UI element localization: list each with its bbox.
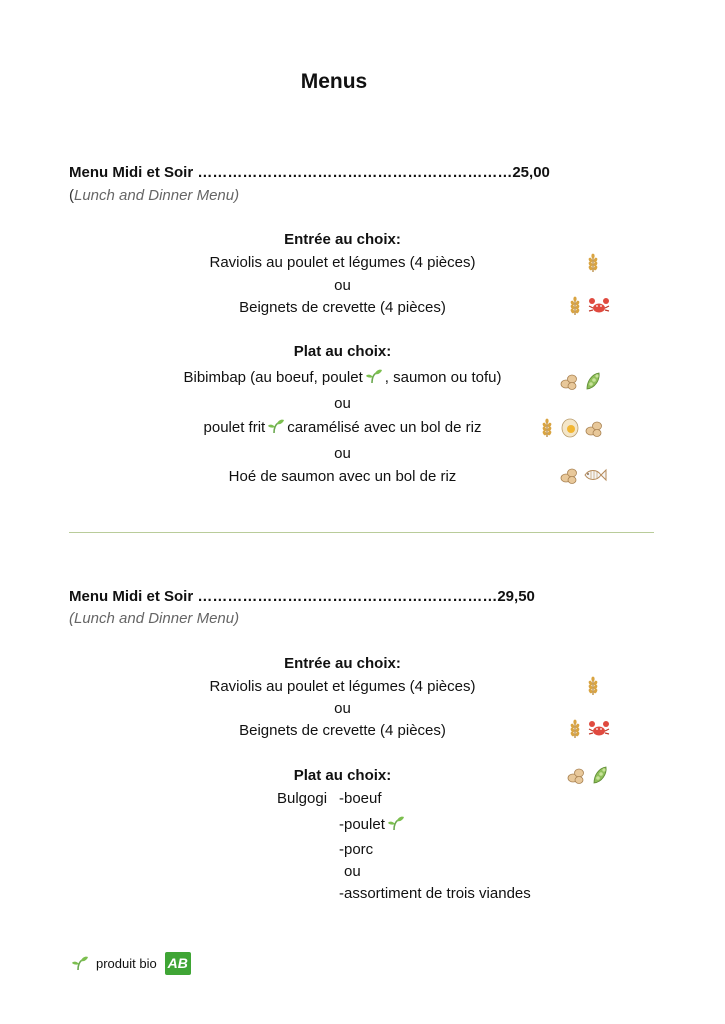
menu-1-ou-2: ou	[334, 395, 351, 412]
bio-leaf-icon	[71, 956, 89, 971]
wheat-icon	[538, 418, 556, 438]
menu-2-subtitle-text: (Lunch and Dinner Menu)	[69, 610, 240, 627]
menu-2-subtitle	[69, 610, 239, 627]
menu-1-plat-2-b: caramélisé avec un bol de riz	[287, 419, 482, 436]
menu-1-plat-3-allergens	[559, 465, 607, 485]
menu-1-plat-heading: Plat au choix:	[293, 343, 392, 360]
menu-2-plat-heading: Plat au choix:	[293, 767, 392, 784]
menu-2-opt-poulet	[339, 816, 407, 833]
menu-2-dots: ……………………………………………………	[197, 588, 498, 605]
menu-1-subtitle-text: Lunch and Dinner Menu)	[74, 187, 240, 204]
menu-1-plat-1-b: , saumon ou tofu)	[384, 369, 502, 386]
menu-2-plat-allergens	[566, 765, 610, 785]
menu-2-entree-1: Raviolis au poulet et légumes (4 pièces)	[209, 678, 476, 695]
bio-leaf-icon	[387, 816, 405, 831]
egg-icon	[560, 418, 580, 438]
menu-1-entree-heading: Entrée au choix:	[284, 231, 401, 248]
menu-1-title: Menu Midi et Soir	[69, 164, 194, 181]
soy-icon	[583, 371, 603, 391]
soy-icon	[590, 765, 610, 785]
menu-2-opt-assortiment: -assortiment de trois viandes	[339, 885, 531, 902]
menu-1-subtitle-paren: (	[69, 187, 74, 204]
menu-1-entree-1: Raviolis au poulet et légumes (4 pièces)	[209, 254, 476, 271]
crab-icon	[588, 296, 610, 316]
peanut-icon	[559, 371, 579, 391]
section-divider	[69, 532, 654, 533]
menu-1-ou-3: ou	[334, 445, 351, 462]
menu-1-plat-2	[130, 419, 555, 436]
peanut-icon	[566, 765, 586, 785]
menu-2-entree-2-allergens	[566, 719, 610, 739]
menu-2-entree-heading: Entrée au choix:	[284, 655, 401, 672]
menu-1-plat-1	[130, 369, 555, 386]
menu-1-subtitle	[69, 187, 239, 204]
wheat-icon	[584, 676, 602, 696]
menu-2-entree-1-allergens	[584, 676, 602, 696]
menu-2-opt-boeuf: -boeuf	[339, 790, 382, 807]
menu-2-opt-porc: -porc	[339, 841, 374, 858]
peanut-icon	[584, 418, 604, 438]
menu-1-entree-2-allergens	[566, 296, 610, 316]
menu-1-plat-1-allergens	[559, 371, 603, 391]
wheat-icon	[566, 719, 584, 739]
wheat-icon	[566, 296, 584, 316]
peanut-icon	[559, 465, 579, 485]
menu-1-price: 25,00	[512, 164, 550, 181]
bio-leaf-icon	[365, 369, 383, 384]
page-title: Menus	[300, 70, 368, 93]
menu-1-entree-1-allergens	[584, 253, 602, 273]
menu-1-dots: ………………………………………………………	[197, 164, 513, 181]
menu-2-price: 29,50	[497, 588, 535, 605]
menu-1-plat-3: Hoé de saumon avec un bol de riz	[228, 468, 457, 485]
ab-logo: AB	[165, 952, 191, 975]
wheat-icon	[584, 253, 602, 273]
menu-2-bulgogi: Bulgogi	[277, 790, 328, 807]
menu-2-ou-1: ou	[334, 700, 351, 717]
menu-2-title: Menu Midi et Soir	[69, 588, 194, 605]
menu-2-entree-2: Beignets de crevette (4 pièces)	[239, 722, 446, 739]
fish-icon	[583, 465, 607, 485]
crab-icon	[588, 719, 610, 739]
menu-2-header	[69, 588, 535, 605]
bio-legend-label: produit bio	[96, 956, 157, 971]
bio-leaf-icon	[267, 419, 285, 434]
menu-1-plat-2-a: poulet frit	[203, 419, 266, 436]
menu-1-plat-1-a: Bibimbap (au boeuf, poulet	[183, 369, 363, 386]
bio-legend	[69, 952, 191, 975]
menu-2-opt-poulet-text: -poulet	[339, 816, 385, 833]
menu-1-header	[69, 164, 550, 181]
menu-1-plat-2-allergens	[538, 418, 604, 438]
menu-1-ou-1: ou	[334, 277, 351, 294]
menu-2-opt-ou: ou	[344, 863, 361, 880]
menu-1-entree-2: Beignets de crevette (4 pièces)	[239, 299, 446, 316]
